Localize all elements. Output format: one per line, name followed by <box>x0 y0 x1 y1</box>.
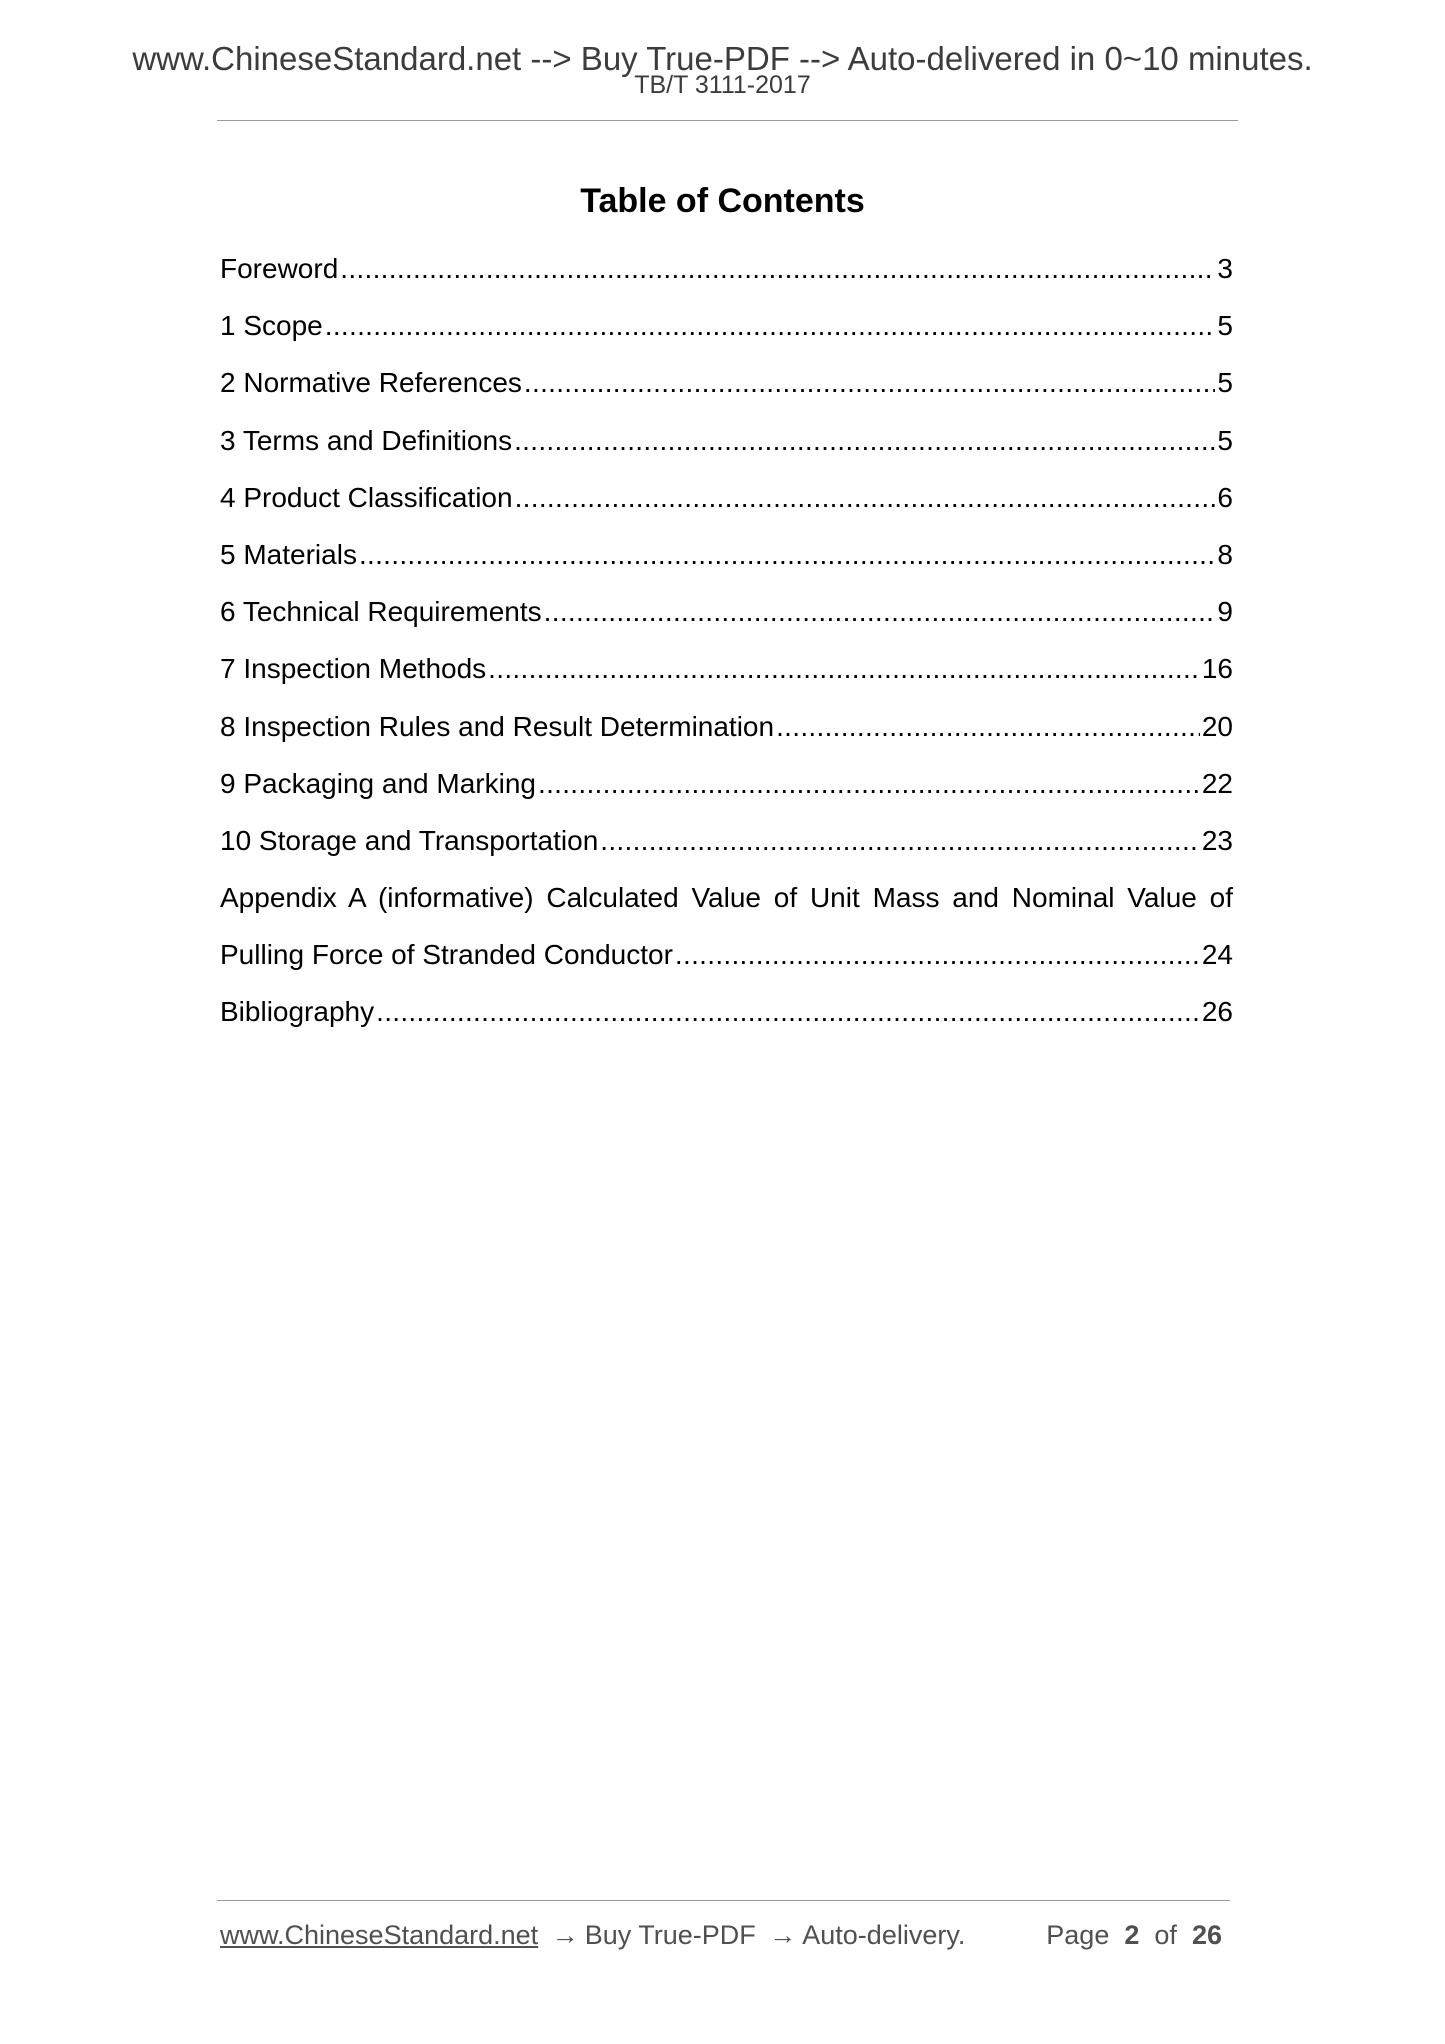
toc-entry-label: 7 Inspection Methods <box>220 653 487 685</box>
toc-leader-dots <box>675 935 1200 975</box>
toc-entry-page: 20 <box>1201 710 1233 742</box>
toc-leader-dots <box>376 992 1200 1032</box>
toc-entry-page: 8 <box>1217 538 1233 570</box>
arrow-right-icon: → <box>551 1920 579 1950</box>
footer-website-link[interactable]: www.ChineseStandard.net <box>220 1920 539 1950</box>
toc-entry-appendix-a[interactable]: Appendix A (informative) Calculated Value of Unit Mass and Nominal Value of <box>220 882 1233 914</box>
of-word: of <box>1154 1920 1177 1950</box>
toc-entry-page: 5 <box>1217 424 1233 456</box>
toc-entry-page: 16 <box>1201 653 1233 685</box>
toc-entry-bibliography[interactable] <box>220 992 1233 1049</box>
toc-entry-page: 3 <box>1217 253 1233 284</box>
toc-entry-page: 26 <box>1201 996 1233 1028</box>
toc-leader-dots <box>544 592 1216 632</box>
toc-leader-dots <box>325 306 1216 346</box>
toc-entry-label: 3 Terms and Definitions <box>220 424 513 456</box>
toc-leader-dots <box>359 535 1215 575</box>
toc-entry-label: 1 Scope <box>220 310 323 342</box>
current-page-number: 2 <box>1124 1920 1140 1950</box>
toc-entry-technical-requirements[interactable] <box>220 592 1233 649</box>
top-banner: www.ChineseStandard.net --> Buy True-PDF --> Auto-delivered in 0~10 minutes. <box>132 40 1313 77</box>
toc-leader-dots <box>538 764 1200 804</box>
toc-entry-packaging-and-marking[interactable] <box>220 764 1233 821</box>
toc-leader-dots <box>600 821 1200 861</box>
toc-entry-inspection-methods[interactable] <box>220 649 1233 706</box>
toc-entry-product-classification[interactable] <box>220 478 1233 535</box>
toc-entry-materials[interactable] <box>220 535 1233 592</box>
toc-entry-page: 22 <box>1201 767 1233 799</box>
page-number-indicator <box>1046 1917 1222 1953</box>
toc-entry-terms-and-definitions[interactable] <box>220 421 1233 478</box>
toc-entry-appendix-a-continued[interactable] <box>220 935 1233 992</box>
toc-entry-label: 9 Packaging and Marking <box>220 767 536 799</box>
arrow-right-icon: → <box>769 1920 797 1950</box>
toc-entry-label: Pulling Force of Stranded Conductor <box>220 939 673 971</box>
toc-entry-label: 2 Normative References <box>220 367 522 399</box>
toc-entry-label: Bibliography <box>220 996 375 1028</box>
toc-entry-normative-references[interactable] <box>220 363 1233 420</box>
total-pages-number: 26 <box>1191 1920 1222 1950</box>
toc-leader-dots <box>488 649 1200 689</box>
toc-leader-dots <box>515 478 1216 518</box>
toc-entry-label: 5 Materials <box>220 538 357 570</box>
toc-entry-storage-and-transportation[interactable] <box>220 821 1233 878</box>
toc-entry-label: 4 Product Classification <box>220 481 513 513</box>
page-word: Page <box>1046 1920 1110 1950</box>
toc-entry-page: 5 <box>1217 367 1233 399</box>
toc-leader-dots <box>524 363 1216 403</box>
toc-leader-dots <box>514 421 1215 461</box>
toc-entry-page: 6 <box>1217 481 1233 513</box>
toc-entry-label: 6 Technical Requirements <box>220 596 542 628</box>
toc-entry-inspection-rules[interactable] <box>220 707 1233 764</box>
table-of-contents <box>220 249 1233 1050</box>
toc-leader-dots <box>340 249 1215 289</box>
toc-entry-page: 24 <box>1201 939 1233 971</box>
document-code: TB/T 3111-2017 <box>634 71 811 99</box>
toc-entry-page: 23 <box>1201 824 1233 856</box>
toc-entry-page: 5 <box>1217 310 1233 342</box>
toc-leader-dots <box>776 707 1200 747</box>
toc-title: Table of Contents <box>580 182 865 220</box>
toc-entry-foreword[interactable] <box>220 249 1233 306</box>
toc-entry-scope[interactable] <box>220 306 1233 363</box>
header-divider <box>217 120 1238 121</box>
page-footer <box>220 1917 1233 1953</box>
footer-divider <box>217 1900 1230 1901</box>
toc-entry-page: 9 <box>1217 596 1233 628</box>
toc-entry-label: 10 Storage and Transportation <box>220 824 599 856</box>
footer-delivery-text: Auto-delivery. <box>802 1920 966 1950</box>
footer-buy-text: Buy True-PDF <box>584 1920 756 1950</box>
toc-entry-label: 8 Inspection Rules and Result Determination <box>220 710 775 742</box>
toc-entry-label: Foreword <box>220 253 339 284</box>
